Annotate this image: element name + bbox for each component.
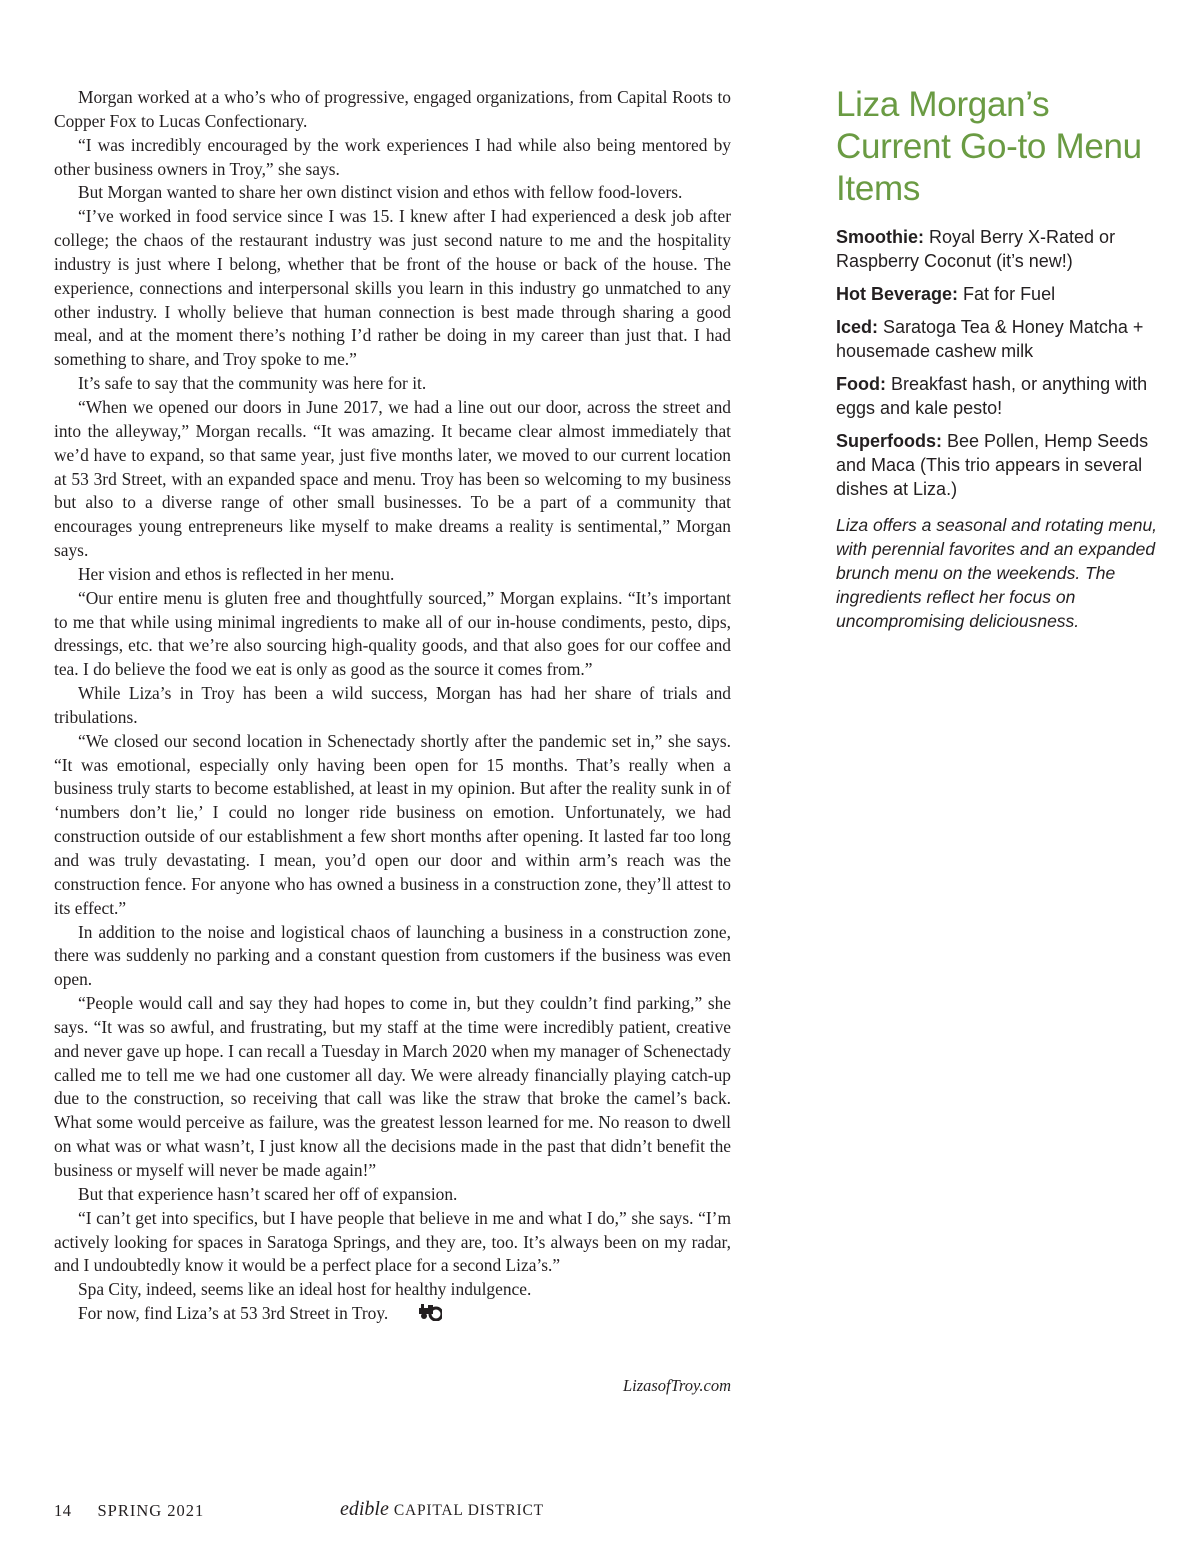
article-paragraph: In addition to the noise and logistical chaos of launching a business in a construction zone, there was suddenly no parking and a constant question from customers if the business was even open. [54,921,731,990]
article-paragraph: “I can’t get into specifics, but I have people that believe in me and what I do,” she says. “I’m actively looking for spaces in Saratoga Springs, and they are, too. It’s always been on my radar, and I undoubtedly know it would be a perfect place for a second Liza’s.” [54,1207,731,1276]
issue-label: SPRING 2021 [97,1501,205,1520]
article-paragraph: “I was incredibly encouraged by the work experiences I had while also being mentored by other business owners in Troy,” she says. [54,134,731,179]
sidebar-title: Liza Morgan’s Current Go-to Menu Items [836,85,1142,208]
magazine-edible: edible [340,1498,389,1520]
menu-item-text: Breakfast hash, or anything with eggs and kale pesto! [836,374,1148,418]
sidebar-note: Liza offers a seasonal and rotating menu, with perennial favorites and an expanded brunch menu on the weekends. The ingredients reflect her focus on uncompromising deliciousness. [836,515,1158,631]
menu-item-label: Food: [836,374,886,394]
menu-item-iced [836,315,1166,363]
article-body [54,86,731,1328]
article-paragraph-text: For now, find Liza’s at 53 3rd Street in Troy. [78,1303,389,1324]
article-paragraph: Spa City, indeed, seems like an ideal host for healthy indulgence. [78,1279,532,1300]
article-paragraph: It’s safe to say that the community was here for it. [78,373,427,394]
menu-item-label: Smoothie: [836,227,924,247]
page-number: 14 [54,1501,72,1520]
article-paragraph: Her vision and ethos is reflected in her menu. [78,563,395,584]
menu-item-text: Royal Berry X-Rated or Raspberry Coconut (it’s new!) [836,227,1116,271]
menu-item-text: Saratoga Tea & Honey Matcha + housemade cashew milk [836,317,1144,361]
menu-item-label: Hot Beverage: [836,284,959,304]
page-footer [54,1498,544,1521]
menu-sidebar [836,84,1166,633]
article-paragraph: But that experience hasn’t scared her off of expansion. [78,1183,458,1204]
article-paragraph: Morgan worked at a who’s who of progressive, engaged organizations, from Capital Roots to Copper Fox to Lucas Confectionary. [54,87,731,131]
menu-item-food [836,372,1166,420]
magazine-district: CAPITAL DISTRICT [393,1502,544,1519]
article-paragraph: “People would call and say they had hopes to come in, but they couldn’t find parking,” she says. “It was so awful, and frustrating, but my staff at the time were incredibly patient, creative and never gave up hope. I can recall a Tuesday in March 2020 when my manager of Schenectady called me to tell me we had one customer all day. We were already financially playing catch-up due to the construction, so receiving that call was like the straw that broke the camel’s back. What some would perceive as failure, was the greatest lesson learned for me. No reason to dwell on what was or what wasn’t, I just know all the decisions made in the past that didn’t benefit the business or myself will never be made again!” [54,993,731,1180]
menu-item-hot-beverage [836,282,1166,306]
article-paragraph: “Our entire menu is gluten free and thoughtfully sourced,” Morgan explains. “It’s important to me that while using minimal ingredients to make all of our in-house condiments, pesto, dips, dressings, etc. that we’re also sourcing high-quality goods, and that also goes for our coffee and tea. I do believe the food we eat is only as good as the source it comes from.” [54,587,731,680]
article-paragraph: While Liza’s in Troy has been a wild success, Morgan has had her share of trials and tribulations. [54,683,731,727]
menu-item-label: Iced: [836,317,879,337]
menu-item-text: Bee Pollen, Hemp Seeds and Maca (This trio appears in several dishes at Liza.) [836,431,1149,499]
article-last-paragraph [54,1302,731,1328]
menu-item-superfoods [836,429,1166,501]
source-link[interactable]: LizasofTroy.com [622,1376,731,1395]
article-paragraph: “We closed our second location in Schenectady shortly after the pandemic set in,” she says. “It was emotional, especially only having been open for 15 months. That’s really when a business truly starts to become established, at least in my opinion. But after the reality sunk in of ‘numbers don’t lie,’ I could no longer ride business on emotion. Unfortunately, we had construction outside of our establishment a few short months after opening. It lasted far too long and was truly devastating. I mean, you’d open our door and within arm’s reach was the construction fence. For anyone who has owned a business in a construction zone, they’ll attest to its effect.” [54,730,731,918]
article-paragraph: “When we opened our doors in June 2017, we had a line out our door, across the street and into the alleyway,” Morgan recalls. “It was amazing. It became clear almost immediately that we’d have to expand, so that same year, just five months later, we moved to our current location at 53 3rd Street, with an expanded space and menu. Troy has been so welcoming to my business but also to a diverse range of other small businesses. To be a part of a community that encourages young entrepreneurs like myself to make dreams a reality is sentimental,” Morgan says. [54,396,731,561]
article-paragraph: But Morgan wanted to share her own distinct vision and ethos with fellow food-lovers. [78,182,683,203]
article-paragraph: “I’ve worked in food service since I was 15. I knew after I had experienced a desk job after college; the chaos of the restaurant industry was just second nature to me and the hospitality industry is just where I belong, whether that be front of the house or back of the house. The experience, connections and interpersonal skills you learn in this industry go unmatched to any other industry. I wholly believe that human connection is best made through sharing a good meal, and at the moment there’s nothing I’d rather be doing in my career than just that. I had something to share, and Troy spoke to me.” [54,206,731,370]
magazine-name [340,1498,544,1521]
tractor-icon [394,1303,442,1328]
menu-item-smoothie [836,225,1166,273]
menu-item-label: Superfoods: [836,431,942,451]
menu-item-text: Fat for Fuel [958,284,1056,304]
